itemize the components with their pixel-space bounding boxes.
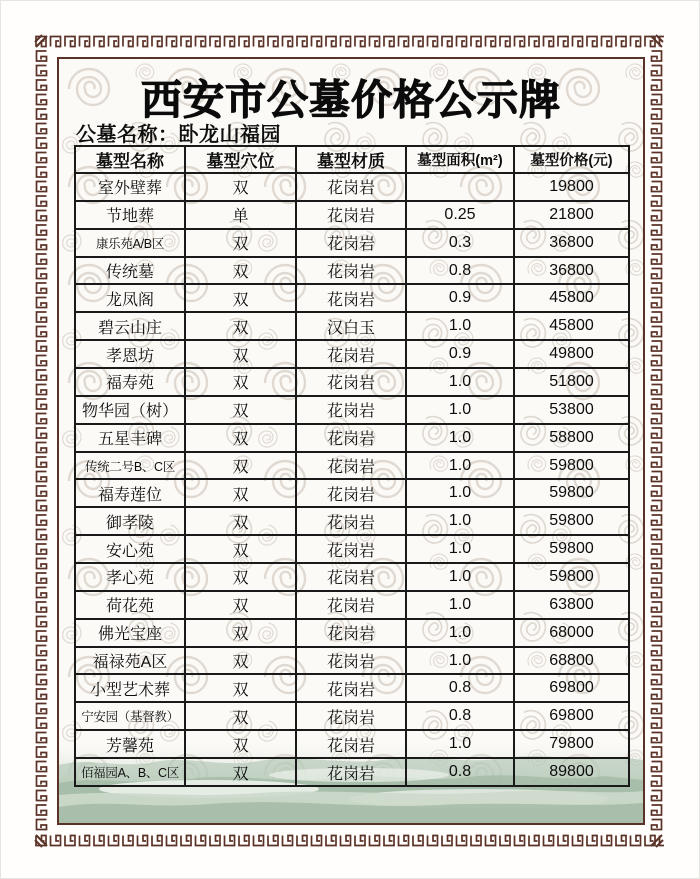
meander-corner-icon (649, 34, 664, 49)
table-cell-price: 79800 (514, 730, 629, 758)
table-cell-price: 36800 (514, 229, 629, 257)
table-row (75, 452, 629, 480)
table-cell-price: 59800 (514, 479, 629, 507)
table-cell-area: 1.0 (406, 730, 514, 758)
meander-border-bottom-icon (34, 833, 664, 848)
table-cell-price: 53800 (514, 396, 629, 424)
table-cell-price: 69800 (514, 674, 629, 702)
table-cell-area: 1.0 (406, 368, 514, 396)
table-cell-price: 63800 (514, 591, 629, 619)
table-cell-material: 花岗岩 (296, 424, 406, 452)
table-cell-material: 花岗岩 (296, 591, 406, 619)
table-row (75, 396, 629, 424)
table-cell-name: 御孝陵 (75, 507, 185, 535)
table-cell-name: 福寿莲位 (75, 479, 185, 507)
table-cell-material: 花岗岩 (296, 674, 406, 702)
header-material: 墓型材质 (296, 146, 406, 173)
meander-border-top-icon (34, 34, 664, 49)
table-cell-price: 89800 (514, 758, 629, 786)
table-cell-area: 0.3 (406, 229, 514, 257)
meander-corner-icon (34, 833, 49, 848)
table-cell-price: 45800 (514, 284, 629, 312)
table-cell-area: 1.0 (406, 424, 514, 452)
table-cell-price: 59800 (514, 507, 629, 535)
meander-corner-icon (34, 34, 49, 49)
table-cell-material: 花岗岩 (296, 730, 406, 758)
header-price: 墓型价格(元) (514, 146, 629, 173)
table-row (75, 312, 629, 340)
table-row (75, 563, 629, 591)
table-cell-name: 康乐苑A/B区 (75, 229, 185, 257)
meander-border-left-icon (34, 49, 49, 833)
table-cell-slot: 双 (185, 368, 296, 396)
table-cell-slot: 双 (185, 396, 296, 424)
table-cell-material: 花岗岩 (296, 368, 406, 396)
table-cell-name: 宁安园（基督教） (75, 702, 185, 730)
table-row (75, 535, 629, 563)
table-cell-slot: 双 (185, 452, 296, 480)
table-cell-slot: 双 (185, 340, 296, 368)
table-cell-price: 68800 (514, 647, 629, 675)
price-table-header (75, 146, 629, 173)
table-cell-price: 49800 (514, 340, 629, 368)
table-cell-name: 小型艺术葬 (75, 674, 185, 702)
table-cell-area: 1.0 (406, 507, 514, 535)
table-row (75, 758, 629, 786)
table-cell-slot: 双 (185, 535, 296, 563)
table-cell-price: 51800 (514, 368, 629, 396)
table-cell-material: 花岗岩 (296, 619, 406, 647)
poster-title: 西安市公墓价格公示牌 (141, 77, 561, 123)
table-cell-slot: 双 (185, 730, 296, 758)
table-cell-name: 孝恩坊 (75, 340, 185, 368)
table-cell-material: 花岗岩 (296, 479, 406, 507)
table-cell-area: 1.0 (406, 312, 514, 340)
table-row (75, 229, 629, 257)
table-cell-name: 五星丰碑 (75, 424, 185, 452)
table-cell-area: 1.0 (406, 396, 514, 424)
table-cell-material: 花岗岩 (296, 229, 406, 257)
table-cell-material: 花岗岩 (296, 535, 406, 563)
table-cell-name: 碧云山庄 (75, 312, 185, 340)
table-cell-price: 59800 (514, 452, 629, 480)
table-row (75, 591, 629, 619)
table-cell-material: 花岗岩 (296, 396, 406, 424)
table-cell-area: 0.25 (406, 201, 514, 229)
table-cell-area: 1.0 (406, 535, 514, 563)
table-cell-name: 物华园（树） (75, 396, 185, 424)
table-cell-slot: 双 (185, 424, 296, 452)
table-cell-name: 芳馨苑 (75, 730, 185, 758)
table-cell-slot: 双 (185, 173, 296, 201)
table-cell-slot: 双 (185, 312, 296, 340)
table-cell-name: 佛光宝座 (75, 619, 185, 647)
header-area: 墓型面积(m²) (406, 146, 514, 173)
table-cell-slot: 双 (185, 619, 296, 647)
table-row (75, 257, 629, 285)
header-grave-name: 墓型名称 (75, 146, 185, 173)
table-cell-name: 传统墓 (75, 257, 185, 285)
table-cell-price: 59800 (514, 563, 629, 591)
table-cell-price: 59800 (514, 535, 629, 563)
poster-content-area (57, 57, 645, 825)
table-cell-area: 1.0 (406, 619, 514, 647)
table-cell-slot: 双 (185, 591, 296, 619)
table-cell-slot: 双 (185, 257, 296, 285)
table-row (75, 674, 629, 702)
table-cell-material: 花岗岩 (296, 173, 406, 201)
table-cell-name: 龙凤阁 (75, 284, 185, 312)
table-cell-area: 0.9 (406, 340, 514, 368)
table-cell-area: 1.0 (406, 647, 514, 675)
price-table-body (75, 173, 629, 786)
table-cell-material: 花岗岩 (296, 452, 406, 480)
table-cell-area: 0.8 (406, 674, 514, 702)
table-cell-material: 花岗岩 (296, 257, 406, 285)
table-cell-price: 36800 (514, 257, 629, 285)
table-cell-name: 室外壁葬 (75, 173, 185, 201)
table-cell-price: 58800 (514, 424, 629, 452)
table-row (75, 479, 629, 507)
table-cell-slot: 双 (185, 647, 296, 675)
table-cell-area: 1.0 (406, 479, 514, 507)
table-cell-slot: 双 (185, 284, 296, 312)
table-cell-name: 节地葬 (75, 201, 185, 229)
table-row (75, 702, 629, 730)
table-row (75, 730, 629, 758)
table-cell-name: 佰福园A、B、C区 (75, 758, 185, 786)
table-cell-name: 传统二号B、C区 (75, 452, 185, 480)
table-cell-slot: 双 (185, 479, 296, 507)
table-cell-slot: 双 (185, 229, 296, 257)
table-cell-price: 19800 (514, 173, 629, 201)
table-cell-area: 0.8 (406, 257, 514, 285)
table-cell-name: 荷花苑 (75, 591, 185, 619)
table-row (75, 173, 629, 201)
table-cell-area: 0.9 (406, 284, 514, 312)
table-cell-price: 45800 (514, 312, 629, 340)
table-cell-material: 花岗岩 (296, 563, 406, 591)
table-row (75, 619, 629, 647)
table-cell-area: 1.0 (406, 591, 514, 619)
price-table (74, 145, 630, 787)
table-cell-slot: 单 (185, 201, 296, 229)
cemetery-name-label: 公墓名称：卧龙山福园 (76, 124, 281, 146)
table-cell-name: 安心苑 (75, 535, 185, 563)
table-cell-area: 0.8 (406, 758, 514, 786)
table-cell-material: 汉白玉 (296, 312, 406, 340)
table-cell-material: 花岗岩 (296, 647, 406, 675)
table-row (75, 368, 629, 396)
header-row (75, 146, 629, 173)
meander-corner-icon (649, 833, 664, 848)
table-cell-area: 1.0 (406, 452, 514, 480)
table-cell-name: 福寿苑 (75, 368, 185, 396)
table-cell-name: 福禄苑A区 (75, 647, 185, 675)
table-row (75, 284, 629, 312)
meander-border-right-icon (649, 49, 664, 833)
table-cell-price: 69800 (514, 702, 629, 730)
table-row (75, 507, 629, 535)
table-cell-slot: 双 (185, 758, 296, 786)
table-cell-material: 花岗岩 (296, 758, 406, 786)
table-cell-slot: 双 (185, 702, 296, 730)
table-row (75, 340, 629, 368)
table-cell-material: 花岗岩 (296, 284, 406, 312)
table-row (75, 201, 629, 229)
table-cell-material: 花岗岩 (296, 702, 406, 730)
table-cell-name: 孝心苑 (75, 563, 185, 591)
table-cell-price: 21800 (514, 201, 629, 229)
table-cell-slot: 双 (185, 563, 296, 591)
table-cell-material: 花岗岩 (296, 201, 406, 229)
table-cell-material: 花岗岩 (296, 507, 406, 535)
table-cell-slot: 双 (185, 674, 296, 702)
table-cell-area: 0.8 (406, 702, 514, 730)
table-row (75, 647, 629, 675)
table-cell-area: 1.0 (406, 563, 514, 591)
table-cell-area (406, 173, 514, 201)
table-cell-price: 68000 (514, 619, 629, 647)
table-row (75, 424, 629, 452)
table-cell-slot: 双 (185, 507, 296, 535)
header-slot-type: 墓型穴位 (185, 146, 296, 173)
table-cell-material: 花岗岩 (296, 340, 406, 368)
